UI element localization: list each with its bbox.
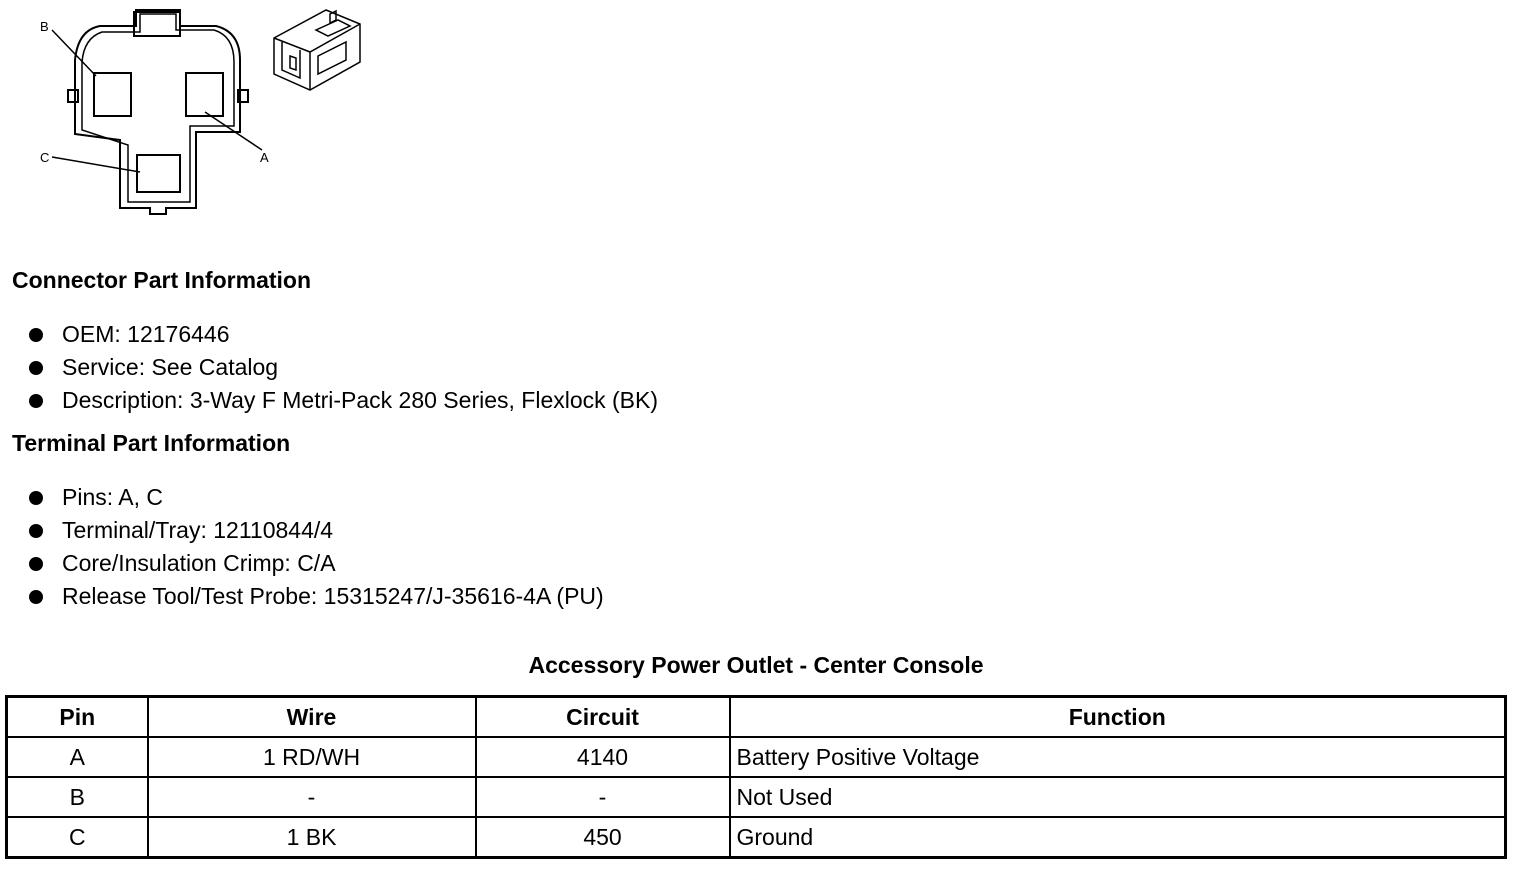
cell-pin: A	[7, 737, 148, 777]
terminal-part-info-heading: Terminal Part Information	[12, 430, 291, 456]
list-item-text: Service: See Catalog	[62, 354, 279, 380]
bullet-icon	[29, 328, 43, 342]
connector-diagram	[0, 0, 400, 230]
bullet-icon	[29, 557, 43, 571]
list-item-text: Pins: A, C	[62, 484, 163, 510]
leader-line-c	[52, 157, 140, 172]
column-header-pin: Pin	[7, 697, 148, 738]
cell-circuit: -	[476, 777, 730, 817]
connector-body-inner	[82, 14, 234, 202]
connector-part-info-heading: Connector Part Information	[12, 267, 312, 293]
connector-body-outline	[75, 10, 240, 214]
cavity-b	[94, 73, 131, 116]
table-row	[7, 777, 1506, 817]
table-header-row	[7, 697, 1506, 738]
connector-info-list	[28, 318, 658, 417]
column-header-function: Function	[730, 697, 1506, 738]
list-item	[28, 318, 658, 351]
pin-label-a: A	[260, 150, 269, 165]
pin-table	[5, 695, 1507, 859]
cell-wire: -	[148, 777, 476, 817]
list-item-text: Description: 3-Way F Metri-Pack 280 Series, Flexlock (BK)	[62, 387, 659, 413]
pin-label-b: B	[40, 19, 49, 34]
cell-function: Not Used	[730, 777, 1506, 817]
column-header-circuit: Circuit	[476, 697, 730, 738]
cavity-a	[186, 73, 223, 116]
terminal-info-list	[28, 481, 604, 613]
cell-wire: 1 RD/WH	[148, 737, 476, 777]
cell-pin: C	[7, 817, 148, 858]
list-item	[28, 481, 604, 514]
column-header-wire: Wire	[148, 697, 476, 738]
bullet-icon	[29, 361, 43, 375]
bullet-icon	[29, 590, 43, 604]
connector-thumbnail	[274, 10, 360, 90]
cavity-c	[137, 155, 180, 192]
list-item	[28, 514, 604, 547]
table-title: Accessory Power Outlet - Center Console	[528, 652, 984, 678]
bullet-icon	[29, 491, 43, 505]
cell-function: Battery Positive Voltage	[730, 737, 1506, 777]
list-item	[28, 547, 604, 580]
list-item-text: Release Tool/Test Probe: 15315247/J-35616-4A (PU)	[62, 583, 604, 609]
cell-circuit: 450	[476, 817, 730, 858]
cell-function: Ground	[730, 817, 1506, 858]
list-item-text: Terminal/Tray: 12110844/4	[62, 517, 334, 543]
list-item-text: OEM: 12176446	[62, 321, 230, 347]
table-row	[7, 737, 1506, 777]
pin-label-c: C	[40, 150, 50, 165]
connector-latch	[134, 12, 180, 36]
list-item-text: Core/Insulation Crimp: C/A	[62, 550, 336, 576]
list-item	[28, 351, 658, 384]
table-row	[7, 817, 1506, 858]
cell-circuit: 4140	[476, 737, 730, 777]
list-item	[28, 580, 604, 613]
connector-side-tab-left	[68, 90, 78, 102]
list-item	[28, 384, 658, 417]
bullet-icon	[29, 524, 43, 538]
bullet-icon	[29, 394, 43, 408]
cell-wire: 1 BK	[148, 817, 476, 858]
cell-pin: B	[7, 777, 148, 817]
